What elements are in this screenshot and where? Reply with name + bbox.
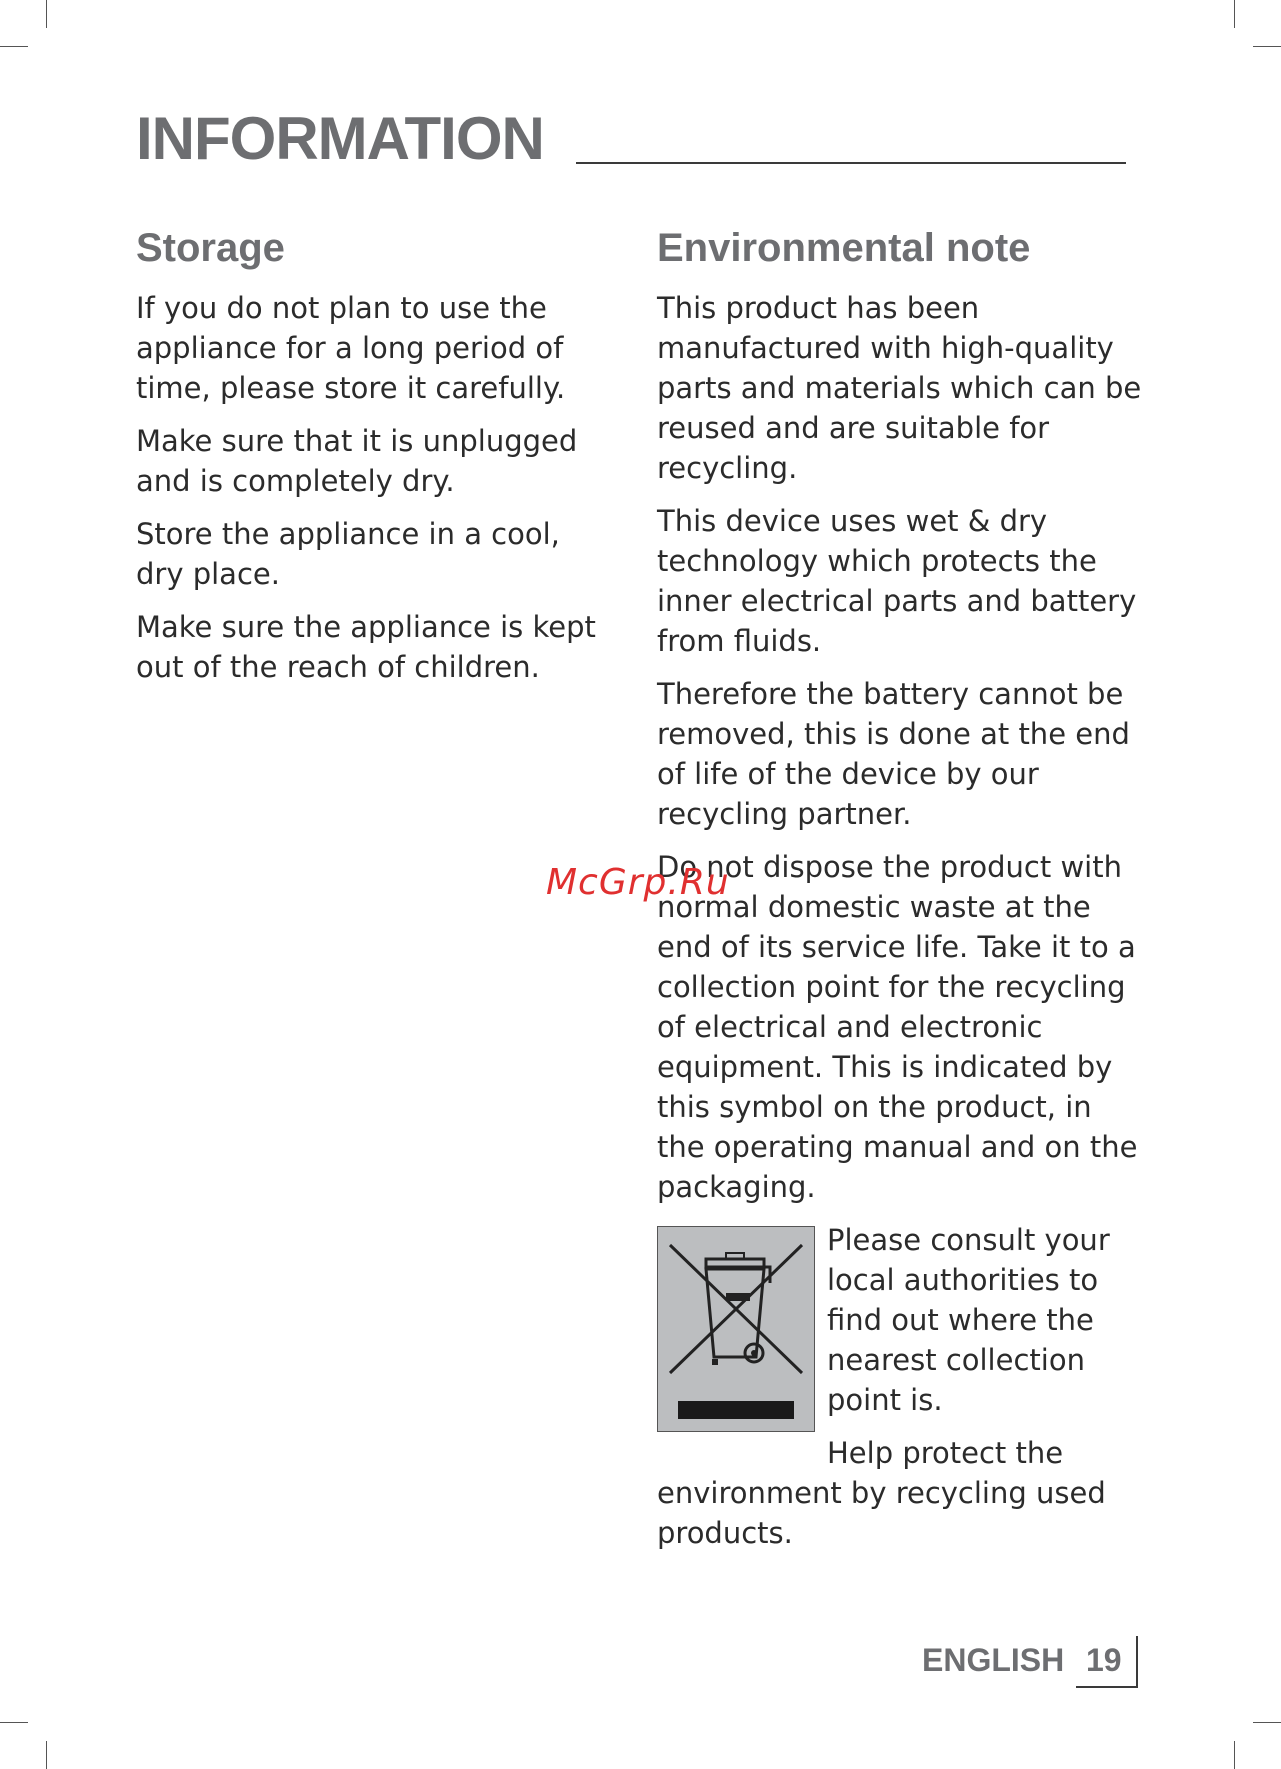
- environmental-paragraph: This device uses wet & dry technology which protects the inner electrical parts and battery from fluids.: [657, 504, 1137, 658]
- crop-mark: [0, 46, 28, 47]
- environmental-paragraph: Do not dispose the product with normal domestic waste at the end of its service life. Take it to a collection point for the recycling of electrical and electronic equipment. This is indicated by this symbol on the product, in the operating manual and on the packaging.: [657, 850, 1138, 1204]
- title-rule: [576, 162, 1126, 164]
- page-header: [136, 104, 1126, 174]
- environmental-paragraph: Therefore the battery cannot be removed, this is done at the end of life of the device by our recycling partner.: [657, 677, 1130, 831]
- watermark: McGrp.Ru: [546, 862, 730, 903]
- storage-paragraph: If you do not plan to use the appliance for a long period of time, please store it carefully.: [136, 291, 566, 405]
- weee-paragraph: Please consult your local authorities to find out where the nearest collection point is.: [827, 1223, 1110, 1417]
- crop-mark: [1234, 0, 1235, 28]
- crop-mark: [46, 0, 47, 28]
- crop-mark: [1253, 46, 1281, 47]
- page-number: 19: [1086, 1642, 1122, 1678]
- storage-heading: Storage: [136, 226, 285, 270]
- storage-paragraph: Make sure that it is unplugged and is completely dry.: [136, 424, 578, 498]
- environmental-paragraph: This product has been manufactured with high-quality parts and materials which can be reused and are suitable for recycling.: [657, 291, 1142, 485]
- environmental-heading: Environmental note: [657, 226, 1031, 270]
- crop-mark: [0, 1722, 28, 1723]
- environmental-section: [657, 222, 1147, 1566]
- storage-paragraph: Store the appliance in a cool, dry place.: [136, 517, 560, 591]
- crop-mark: [1253, 1722, 1281, 1723]
- crossed-out-wheelie-bin-icon: [657, 1226, 815, 1432]
- storage-section: [136, 222, 616, 700]
- crop-mark: [46, 1741, 47, 1769]
- weee-paragraph: Help protect the environment by recycling used products.: [657, 1436, 1106, 1550]
- footer-divider: [1136, 1636, 1138, 1688]
- page-footer: [920, 1636, 1140, 1692]
- crop-mark: [1234, 1741, 1235, 1769]
- footer-language: ENGLISH: [922, 1642, 1065, 1678]
- page-title: INFORMATION: [136, 105, 544, 172]
- storage-paragraph: Make sure the appliance is kept out of the reach of children.: [136, 610, 596, 684]
- weee-block: [657, 1220, 1147, 1566]
- footer-underline: [1076, 1686, 1136, 1688]
